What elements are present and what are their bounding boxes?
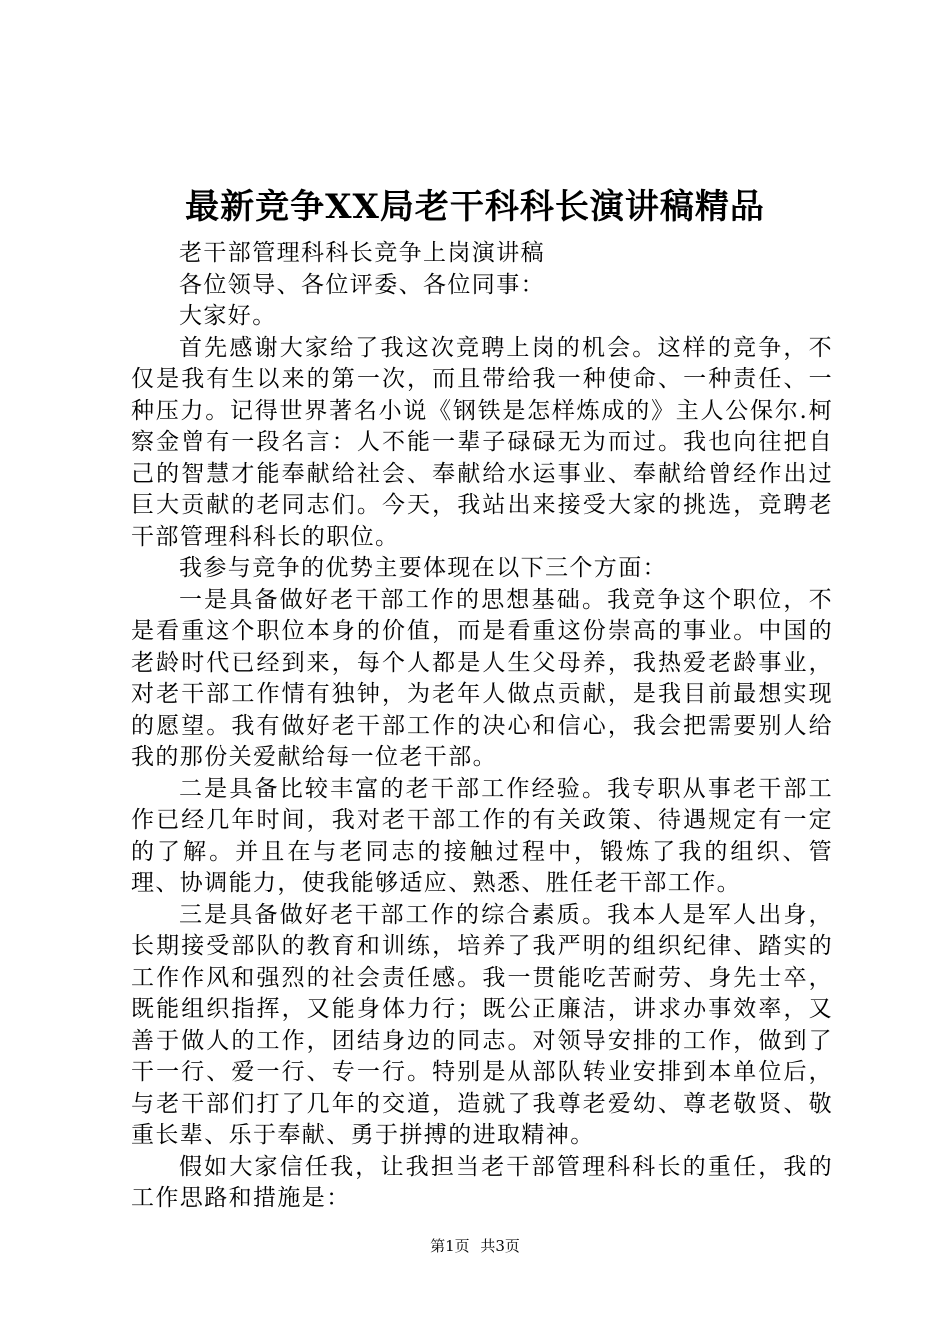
document-title: 最新竞争XX局老干科科长演讲稿精品 [185, 187, 765, 227]
page-number: 第1页 [430, 1237, 470, 1255]
page-footer [0, 1236, 950, 1256]
paragraph-advantage-two: 二是具备比较丰富的老干部工作经验。我专职从事老干部工作已经几年时间，我对老干部工作的有关政策、待遇规定有一定的了解。并且在与老同志的接触过程中，锻炼了我的组织、管理、协调能力，使我能够适应、熟悉、胜任老干部工作。 [131, 775, 833, 896]
paragraph-plan-lead: 假如大家信任我，让我担当老干部管理科科长的重任，我的工作思路和措施是： [131, 1153, 833, 1211]
paragraph-greeting: 大家好。 [179, 303, 277, 329]
document-body [131, 238, 833, 1215]
paragraph-advantages-lead: 我参与竞争的优势主要体现在以下三个方面： [179, 555, 667, 581]
page-total: 共3页 [480, 1237, 520, 1255]
paragraph-salutation: 各位领导、各位评委、各位同事： [179, 271, 545, 298]
paragraph-intro: 首先感谢大家给了我这次竞聘上岗的机会。这样的竞争，不仅是我有生以来的第一次，而且带给我一种使命、一种责任、一种压力。记得世界著名小说《钢铁是怎样炼成的》主人公保尔.柯察金曾有一段名言：人不能一辈子碌碌无为而过。我也向往把自己的智慧才能奉献给社会、奉献给水运事业、奉献给曾经作出过巨大贡献的老同志们。今天，我站出来接受大家的挑选，竞聘老干部管理科科长的职位。 [131, 334, 833, 550]
paragraph-advantage-three: 三是具备做好老干部工作的综合素质。我本人是军人出身，长期接受部队的教育和训练，培养了我严明的组织纪律、踏实的工作作风和强烈的社会责任感。我一贯能吃苦耐劳、身先士卒，既能组织指挥，又能身体力行；既公正廉洁，讲求办事效率，又善于做人的工作，团结身边的同志。对领导安排的工作，做到了干一行、爱一行、专一行。特别是从部队转业安排到本单位后，与老干部们打了几年的交道，造就了我尊老爱幼、尊老敬贤、敬重长辈、乐于奉献、勇于拼搏的进取精神。 [131, 901, 833, 1148]
paragraph-advantage-one: 一是具备做好老干部工作的思想基础。我竞争这个职位，不是看重这个职位本身的价值，而是看重这份崇高的事业。中国的老龄时代已经到来，每个人都是人生父母养，我热爱老龄事业，对老干部工作情有独钟，为老年人做点贡献，是我目前最想实现的愿望。我有做好老干部工作的决心和信心，我会把需要别人给我的那份关爱献给每一位老干部。 [131, 586, 833, 770]
paragraph-subtitle: 老干部管理科科长竞争上岗演讲稿 [179, 240, 545, 266]
